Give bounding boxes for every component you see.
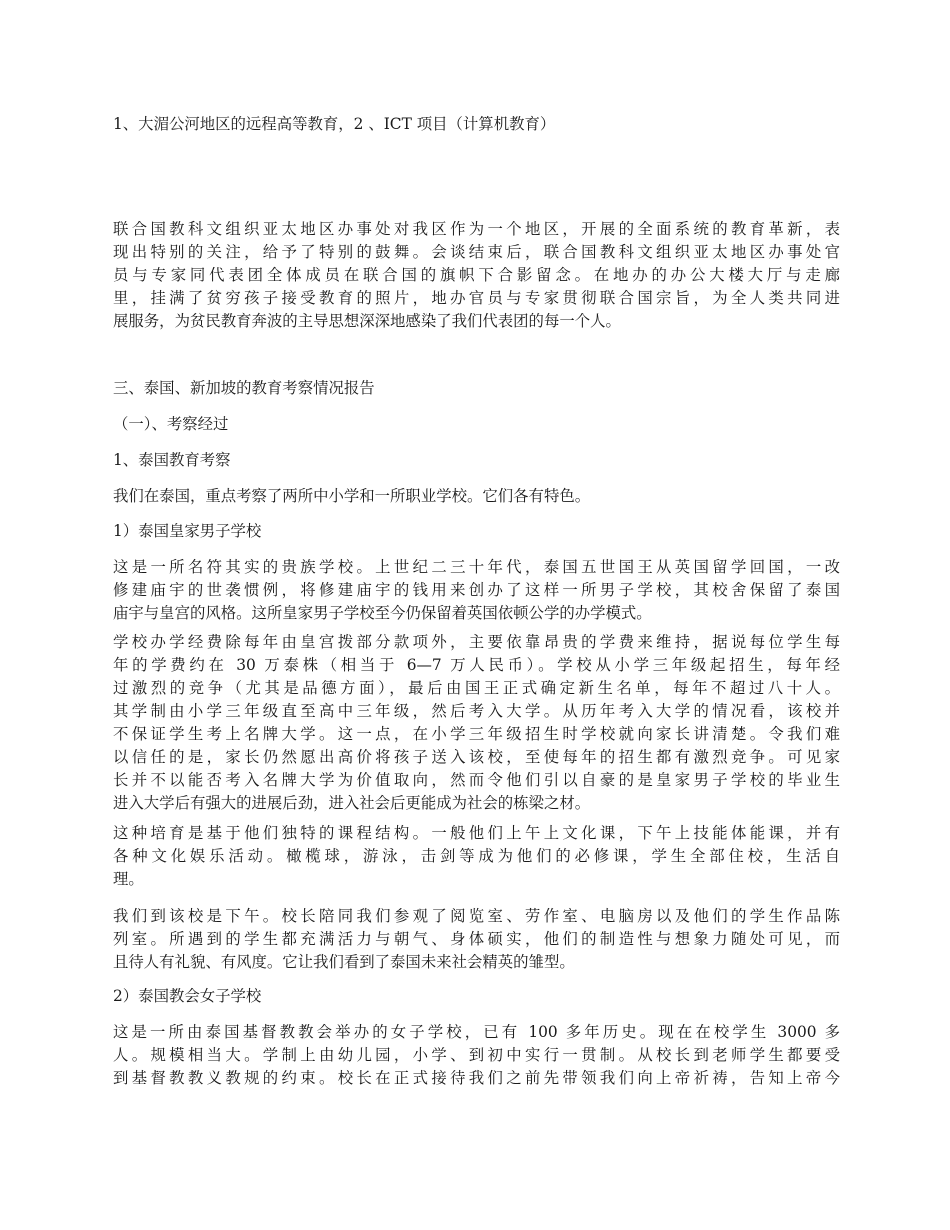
school-one-paragraph-c bbox=[113, 822, 840, 891]
text-line: 现出特别的关注，给予了特别的鼓舞。会谈结束后，联合国教科文组织亚太地区办事处官 bbox=[113, 243, 840, 261]
subsection-one-title bbox=[113, 413, 840, 436]
text-line: 这是一所名符其实的贵族学校。上世纪二三十年代，泰国五世国王从英国留学回国，一改 bbox=[113, 558, 840, 576]
text-line: 其学制由小学三年级直至高中三年级，然后考入大学。从历年考入大学的情况看，该校并 bbox=[113, 702, 840, 720]
intro-paragraph bbox=[113, 485, 840, 508]
text-line: 员与专家同代表团全体成员在联合国的旗帜下合影留念。在地办的办公大楼大厅与走廊 bbox=[113, 266, 840, 284]
text-line: 年的学费约在 30 万泰株（相当于 6—7 万人民币）。学校从小学三年级起招生，每年经 bbox=[113, 656, 840, 674]
text-line: 1）泰国皇家男子学校 bbox=[113, 522, 262, 540]
text-line: 三、泰国、新加坡的教育考察情况报告 bbox=[113, 379, 375, 397]
text-line: 理。 bbox=[113, 870, 144, 888]
text-line: 里，挂满了贫穷孩子接受教育的照片，地办官员与专家贯彻联合国宗旨，为全人类共同进 bbox=[113, 289, 840, 307]
unesco-paragraph bbox=[113, 218, 840, 333]
text-line: 人。规模相当大。学制上由幼儿园，小学、到初中实行一贯制。从校长到老师学生都要受 bbox=[113, 1046, 840, 1064]
text-line: 以信任的是，家长仍然愿出高价将孩子送入该校，至使每年的招生都有激烈竞争。可见家 bbox=[113, 748, 840, 766]
text-line: 进入大学后有强大的进展后劲，进入社会后更能成为社会的栋梁之材。 bbox=[113, 794, 591, 812]
school-two-paragraph-a bbox=[113, 1021, 840, 1090]
text-line: 长并不以能否考入名牌大学为价值取向，然而令他们引以自豪的是皇家男子学校的毕业生 bbox=[113, 771, 840, 789]
school-two-title bbox=[113, 985, 840, 1008]
text-line: 我们在泰国，重点考察了两所中小学和一所职业学校。它们各有特色。 bbox=[113, 487, 591, 505]
text-line: 展服务，为贫民教育奔波的主导思想深深地感染了我们代表团的每一个人。 bbox=[113, 312, 621, 330]
school-one-paragraph-a bbox=[113, 556, 840, 625]
text-line: 庙宇与皇宫的风格。这所皇家男子学校至今仍保留着英国依顿公学的办学模式。 bbox=[113, 604, 652, 622]
text-line: （一）、考察经过 bbox=[113, 415, 229, 433]
text-line: 这种培育是基于他们独特的课程结构。一般他们上午上文化课，下午上技能体能课，并有 bbox=[113, 824, 840, 842]
text-line: 1、大湄公河地区的远程高等教育，2 、ICT 项目（计算机教育） bbox=[113, 115, 556, 133]
text-line: 各种文化娱乐活动。橄榄球，游泳，击剑等成为他们的必修课，学生全部住校，生活自 bbox=[113, 847, 840, 865]
text-line: 到基督教教义教规的约束。校长在正式接待我们之前先带领我们向上帝祈祷，告知上帝今 bbox=[113, 1069, 840, 1087]
school-one-paragraph-d bbox=[113, 905, 840, 974]
projects-heading bbox=[113, 113, 840, 136]
text-line: 不保证学生考上名牌大学。这一点，在小学三年级招生时学校就向家长讲清楚。令我们难 bbox=[113, 725, 840, 743]
text-line: 学校办学经费除每年由皇宫拨部分款项外，主要依靠昂贵的学费来维持，据说每位学生每 bbox=[113, 633, 840, 651]
text-line: 且待人有礼貌、有风度。它让我们看到了泰国未来社会精英的雏型。 bbox=[113, 953, 575, 971]
text-line: 2）泰国教会女子学校 bbox=[113, 987, 262, 1005]
section-three-title bbox=[113, 377, 840, 400]
text-line: 修建庙宇的世袭惯例，将修建庙宇的钱用来创办了这样一所男子学校，其校舍保留了泰国 bbox=[113, 581, 840, 599]
school-one-title bbox=[113, 520, 840, 543]
item-one-title bbox=[113, 449, 840, 472]
text-line: 这是一所由泰国基督教教会举办的女子学校，已有 100 多年历史。现在在校学生 3000 多 bbox=[113, 1023, 840, 1041]
school-one-paragraph-b bbox=[113, 631, 840, 815]
text-line: 列室。所遇到的学生都充满活力与朝气、身体硕实，他们的制造性与想象力随处可见，而 bbox=[113, 930, 840, 948]
text-line: 过激烈的竞争（尤其是品德方面），最后由国王正式确定新生名单，每年不超过八十人。 bbox=[113, 679, 840, 697]
text-line: 1、泰国教育考察 bbox=[113, 451, 231, 469]
text-line: 联合国教科文组织亚太地区办事处对我区作为一个地区，开展的全面系统的教育革新，表 bbox=[113, 220, 840, 238]
text-line: 我们到该校是下午。校长陪同我们参观了阅览室、劳作室、电脑房以及他们的学生作品陈 bbox=[113, 907, 840, 925]
